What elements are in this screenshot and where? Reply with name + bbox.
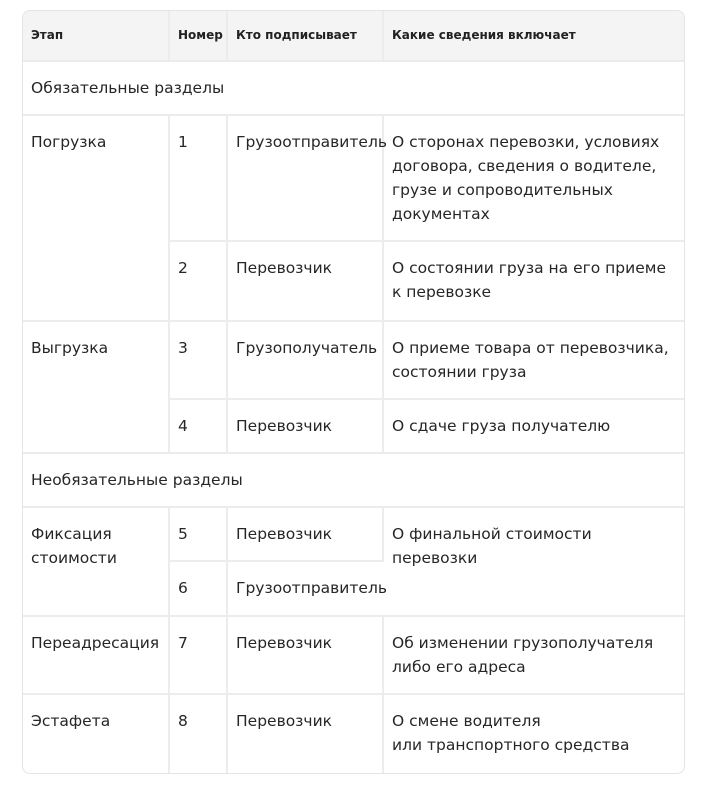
info-cell: О сдаче груза получателю [383,399,684,453]
stage-cell: Погрузка [23,115,169,321]
table-row [23,115,684,241]
signer-cell: Перевозчик [227,616,383,694]
section-title: Обязательные разделы [23,61,684,115]
stage-cell: Эстафета [23,694,169,773]
header-stage: Этап [23,11,169,61]
signer-cell: Перевозчик [227,507,383,561]
number-cell: 7 [169,616,227,694]
transport-waybill-table [22,10,685,774]
info-cell: О приеме товара от перевозчика, состоянии груза [383,321,684,399]
stage-cell: Переадресация [23,616,169,694]
number-cell: 6 [169,561,227,616]
header-signer: Кто подписывает [227,11,383,61]
table-row [23,507,684,561]
number-cell: 2 [169,241,227,321]
table-row [23,694,684,773]
section-row-required [23,61,684,115]
signer-cell: Грузополучатель [227,321,383,399]
number-cell: 5 [169,507,227,561]
number-cell: 3 [169,321,227,399]
info-cell: Об изменении грузополучателя либо его адреса [383,616,684,694]
header-info: Какие сведения включает [383,11,684,61]
signer-cell: Перевозчик [227,241,383,321]
number-cell: 4 [169,399,227,453]
section-title: Необязательные разделы [23,453,684,507]
table-row [23,321,684,399]
signer-cell: Перевозчик [227,694,383,773]
table-row [23,616,684,694]
info-cell: О финальной стоимости перевозки [383,507,684,616]
header-row [23,11,684,61]
table [23,11,684,773]
header-number: Номер [169,11,227,61]
section-row-optional [23,453,684,507]
info-cell: О смене водителя или транспортного средства [392,712,630,754]
info-cell: О состоянии груза на его приеме к перевозке [383,241,684,321]
signer-cell: Грузоотправитель [227,115,383,241]
signer-cell: Перевозчик [227,399,383,453]
stage-cell: Выгрузка [23,321,169,453]
info-cell: О сторонах перевозки, условиях договора, сведения о водителе, грузе и сопроводительных документах [383,115,684,241]
number-cell: 8 [169,694,227,773]
number-cell: 1 [169,115,227,241]
signer-cell: Грузоотправитель [227,561,383,616]
stage-cell: Фиксация стоимости [23,507,169,616]
